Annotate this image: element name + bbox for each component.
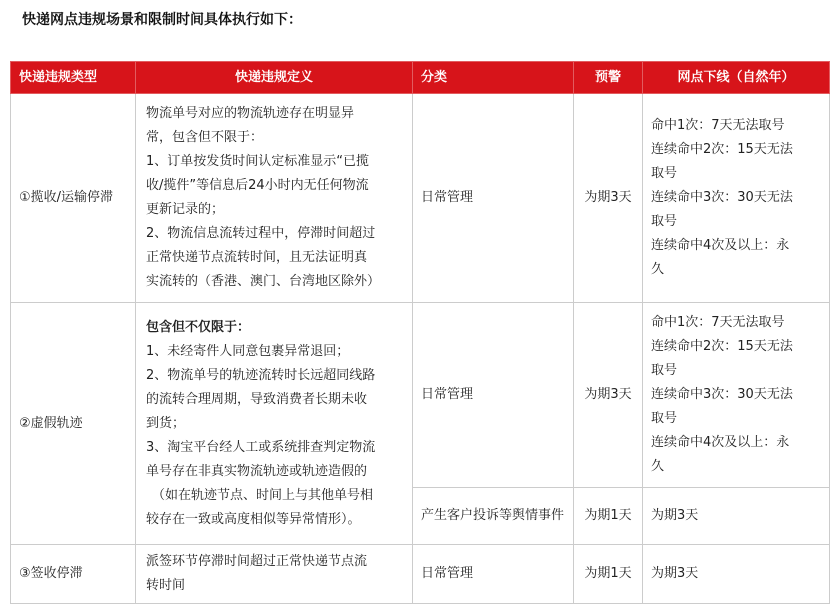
definition-line: 正常快递节点流转时间，且无法证明真 xyxy=(146,250,368,265)
penalty-line: 命中1次：7天无法取号 xyxy=(651,315,785,330)
header-violation-type: 快递违规类型 xyxy=(11,62,136,94)
penalty-line: 取号 xyxy=(651,214,678,229)
definition-line: 转时间 xyxy=(146,578,186,593)
definition-line: 常，包含但不限于： xyxy=(146,130,264,145)
definition-line: 单号存在非真实物流轨迹或轨迹造假的 xyxy=(146,463,368,479)
definition-line: 包含但不仅限于： xyxy=(146,319,251,335)
violation-definition-cell xyxy=(136,545,413,604)
definition-line: 2、物流单号的轨迹流转时长远超同线路 xyxy=(146,367,376,383)
definition-line: 2、物流信息流转过程中，停滞时间超过 xyxy=(146,226,376,241)
definition-line: 1、订单按发货时间认定标准显示“已揽 xyxy=(146,154,370,169)
penalty-line: 连续命中2次：15天无法 xyxy=(651,142,793,157)
offline-period-cell: 为期3天 xyxy=(643,545,830,604)
definition-line: 物流单号对应的物流轨迹存在明显异 xyxy=(146,106,355,121)
table-row xyxy=(11,94,830,303)
definition-line: 的流转合理周期，导致消费者长期未收 xyxy=(146,391,368,407)
table-header-row xyxy=(11,62,830,94)
table-row xyxy=(11,303,830,488)
violation-definition-cell xyxy=(136,94,413,303)
violation-type-cell: ①揽收/运输停滞 xyxy=(11,94,136,303)
violation-type-cell: ③签收停滞 xyxy=(11,545,136,604)
warning-cell: 为期3天 xyxy=(574,303,643,488)
header-offline-period: 网点下线（自然年） xyxy=(643,62,830,94)
violation-definition-cell xyxy=(136,303,413,545)
header-category: 分类 xyxy=(413,62,574,94)
penalty-line: 连续命中3次：30天无法 xyxy=(651,190,793,205)
offline-period-cell xyxy=(643,94,830,303)
definition-line: 实流转的（香港、澳门、台湾地区除外） xyxy=(146,274,381,289)
definition-line: 1、未经寄件人同意包裹异常退回； xyxy=(146,343,350,359)
definition-line: （如在轨迹节点、时间上与其他单号相 xyxy=(152,487,374,503)
definition-line: 较存在一致或高度相似等异常情形）。 xyxy=(146,511,361,527)
penalty-line: 取号 xyxy=(651,363,678,378)
category-cell: 产生客户投诉等舆情事件 xyxy=(413,488,574,545)
category-cell: 日常管理 xyxy=(413,303,574,488)
definition-line: 3、淘宝平台经人工或系统排查判定物流 xyxy=(146,439,376,455)
offline-period-cell xyxy=(643,303,830,488)
penalty-line: 取号 xyxy=(651,166,678,181)
table-row xyxy=(11,545,830,604)
violation-rules-table xyxy=(10,61,830,604)
warning-cell: 为期1天 xyxy=(574,545,643,604)
penalty-line: 连续命中4次及以上：永 xyxy=(651,238,790,253)
penalty-line: 连续命中4次及以上：永 xyxy=(651,435,790,450)
header-violation-definition: 快递违规定义 xyxy=(136,62,413,94)
category-cell: 日常管理 xyxy=(413,545,574,604)
definition-line: 更新记录的； xyxy=(146,202,225,217)
penalty-line: 久 xyxy=(651,459,665,474)
definition-line: 到货； xyxy=(146,415,186,431)
offline-period-cell: 为期3天 xyxy=(643,488,830,545)
warning-cell: 为期3天 xyxy=(574,94,643,303)
definition-line: 收/揽件”等信息后24小时内无任何物流 xyxy=(146,178,369,193)
penalty-line: 久 xyxy=(651,262,665,277)
penalty-line: 命中1次：7天无法取号 xyxy=(651,118,785,133)
page-heading: 快递网点违规场景和限制时间具体执行如下： xyxy=(22,12,302,28)
penalty-line: 连续命中2次：15天无法 xyxy=(651,339,793,354)
category-cell: 日常管理 xyxy=(413,94,574,303)
violation-type-cell: ②虚假轨迹 xyxy=(11,303,136,545)
penalty-line: 连续命中3次：30天无法 xyxy=(651,387,793,402)
warning-cell: 为期1天 xyxy=(574,488,643,545)
header-warning: 预警 xyxy=(574,62,643,94)
definition-line: 派签环节停滞时间超过正常快递节点流 xyxy=(146,554,368,569)
penalty-line: 取号 xyxy=(651,411,678,426)
